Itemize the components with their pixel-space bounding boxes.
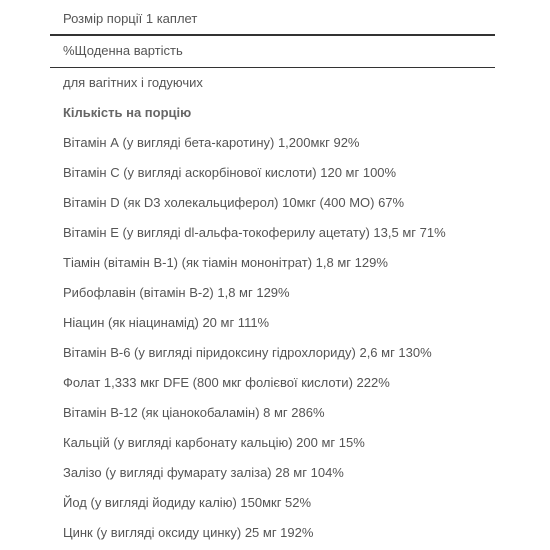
nutrient-row: Вітамін В-12 (як ціанокобаламін) 8 мг 286% (50, 398, 495, 428)
nutrient-row: Тіамін (вітамін В-1) (як тіамін мононітрат) 1,8 мг 129% (50, 248, 495, 278)
nutrient-row: Ніацин (як ніацинамід) 20 мг 111% (50, 308, 495, 338)
nutrient-row: Йод (у вигляді йодиду калію) 150мкг 52% (50, 488, 495, 518)
nutrient-row: Залізо (у вигляді фумарату заліза) 28 мг 104% (50, 458, 495, 488)
nutrient-row: Вітамін А (у вигляді бета-каротину) 1,200мкг 92% (50, 128, 495, 158)
nutrient-row: Вітамін С (у вигляді аскорбінової кислоти) 120 мг 100% (50, 158, 495, 188)
supplement-facts-panel (50, 0, 495, 548)
population-note: для вагітних і годуючих (50, 68, 495, 98)
nutrient-row: Кальцій (у вигляді карбонату кальцію) 200 мг 15% (50, 428, 495, 458)
nutrient-row: Фолат 1,333 мкг DFE (800 мкг фолієвої кислоти) 222% (50, 368, 495, 398)
nutrient-row: Вітамін D (як D3 холекальциферол) 10мкг (400 МО) 67% (50, 188, 495, 218)
nutrient-row: Рибофлавін (вітамін В-2) 1,8 мг 129% (50, 278, 495, 308)
nutrient-row: Вітамін Е (у вигляді dl-альфа-токоферилу ацетату) 13,5 мг 71% (50, 218, 495, 248)
daily-value-header: %Щоденна вартість (50, 36, 495, 68)
serving-size: Розмір порції 1 каплет (50, 0, 495, 36)
amount-per-serving-heading: Кількість на порцію (50, 98, 495, 128)
nutrient-row: Вітамін В-6 (у вигляді піридоксину гідрохлориду) 2,6 мг 130% (50, 338, 495, 368)
nutrient-row: Цинк (у вигляді оксиду цинку) 25 мг 192% (50, 518, 495, 548)
